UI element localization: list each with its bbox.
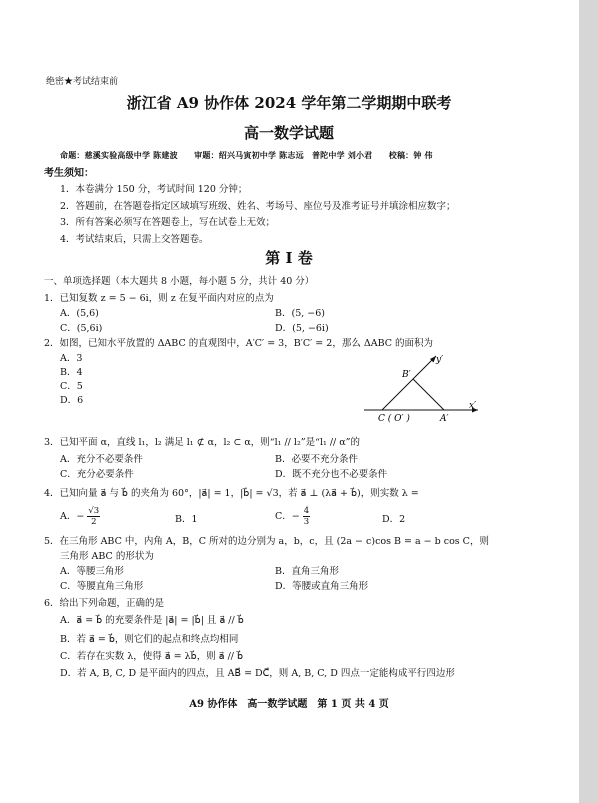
question-6-option-a: A．a⃗ = b⃗ 的充要条件是 |a⃗| = |b⃗| 且 a⃗ // b⃗: [60, 615, 244, 626]
secret-note: 绝密★考试结束前: [46, 77, 119, 87]
option-a-fraction: [87, 506, 100, 527]
exam-subtitle: 高一数学试题: [243, 124, 334, 142]
label-y: y′: [436, 355, 444, 365]
question-5-stem-cont: 三角形 ABC 的形状为: [60, 551, 154, 562]
question-2-option-d: D．6: [60, 395, 84, 406]
notice-item: 1．本卷满分 150 分，考试时间 120 分钟；: [60, 184, 248, 195]
question-3-option-c: C．充分必要条件: [60, 469, 134, 480]
question-1-option-c: C．(5,6i): [60, 323, 103, 334]
question-3-stem: 3．已知平面 α，直线 l₁，l₂ 满足 l₁ ⊄ α，l₂ ⊂ α，则“l₁ // l₂”是“l₁ // α”的: [44, 437, 361, 448]
page-footer: A9 协作体 高一数学试题 第 1 页 共 4 页: [189, 699, 389, 710]
label-c: C ( O′ ): [378, 414, 410, 424]
question-3-option-a: A．充分不必要条件: [60, 454, 143, 465]
fraction-numerator: √3: [88, 506, 100, 516]
question-4-option-c: [275, 506, 310, 527]
question-4-option-a: [60, 506, 100, 527]
question-2-option-c: C．5: [60, 381, 83, 392]
label-b: B′: [402, 370, 411, 380]
side-ba-line: [413, 379, 444, 410]
question-6-stem: 6．给出下列命题，正确的是: [44, 598, 165, 609]
notice-item: 4．考试结束后，只需上交答题卷。: [60, 234, 209, 245]
notice-item: 3．所有答案必须写在答题卷上，写在试卷上无效；: [60, 217, 276, 228]
notice-item: 2．答题前，在答题卷指定区域填写班级、姓名、考场号、座位号及准考证号并填涂相应数字；: [60, 201, 456, 212]
question-1-option-d: D．(5, −6i): [275, 323, 329, 334]
question-1-option-b: B．(5, −6): [275, 308, 325, 319]
question-4-option-b: B．1: [175, 514, 198, 525]
question-2-option-b: B．4: [60, 367, 83, 378]
question-5-option-d: D．等腰或直角三角形: [275, 581, 369, 592]
question-2-stem: 2．如图，已知水平放置的 ΔABC 的直观图中，A′C′ = 3，B′C′ = 2，那么 ΔABC 的面积为: [44, 338, 434, 349]
y-axis-line: [382, 356, 436, 410]
section-title: 一、单项选择题（本大题共 8 小题，每小题 5 分，共计 40 分）: [44, 276, 315, 287]
question-3-option-d: D．既不充分也不必要条件: [275, 469, 388, 480]
question-6-option-b: B．若 a⃗ = b⃗，则它们的起点和终点均相同: [60, 634, 239, 645]
question-4-stem: 4．已知向量 a⃗ 与 b⃗ 的夹角为 60°，|a⃗| = 1，|b⃗| = √3，若 a⃗ ⊥ (λa⃗ + b⃗)，则实数 λ =: [44, 488, 419, 499]
question-5-option-b: B．直角三角形: [275, 566, 339, 577]
part-title: 第 I 卷: [265, 249, 313, 267]
question-1-option-a: A．(5,6): [60, 308, 99, 319]
question-2-option-a: A．3: [60, 353, 83, 364]
label-x: x′: [469, 401, 477, 411]
fraction-denominator: 2: [91, 517, 97, 527]
oblique-triangle-figure: [356, 352, 486, 424]
label-a: A′: [440, 414, 449, 424]
question-5-stem: 5．在三角形 ABC 中，内角 A，B，C 所对的边分别为 a，b，c，且 (2a − c)cos B = a − b cos C，则: [44, 536, 489, 547]
question-5-option-a: A．等腰三角形: [60, 566, 124, 577]
option-c-prefix: C．−: [275, 511, 300, 522]
question-6-option-c: C．若存在实数 λ，使得 a⃗ = λb⃗，则 a⃗ // b⃗: [60, 651, 244, 662]
question-1-stem: 1．已知复数 z = 5 − 6i，则 z 在复平面内对应的点为: [44, 293, 274, 304]
option-a-prefix: A．−: [60, 511, 85, 522]
exam-title: 浙江省 A9 协作体 2024 学年第二学期期中联考: [126, 94, 452, 112]
fraction-numerator: 4: [303, 506, 310, 516]
notice-heading: 考生须知：: [44, 168, 94, 179]
question-5-option-c: C．等腰直角三角形: [60, 581, 144, 592]
question-6-option-d: D．若 A, B, C, D 是平面内的四点，且 AB⃗ = DC⃗，则 A, B, C, D 四点一定能构成平行四边形: [60, 668, 455, 679]
fraction-denominator: 3: [303, 517, 310, 527]
question-3-option-b: B．必要不充分条件: [275, 454, 358, 465]
question-4-option-d: D．2: [382, 514, 406, 525]
option-c-fraction: [303, 506, 310, 527]
scrollbar-track[interactable]: [579, 0, 598, 803]
authors-line: 命题：慈溪实验高级中学 陈建波 审题：绍兴马寅初中学 陈志远 普陀中学 刘小君 校稿：钟 伟: [60, 150, 433, 160]
